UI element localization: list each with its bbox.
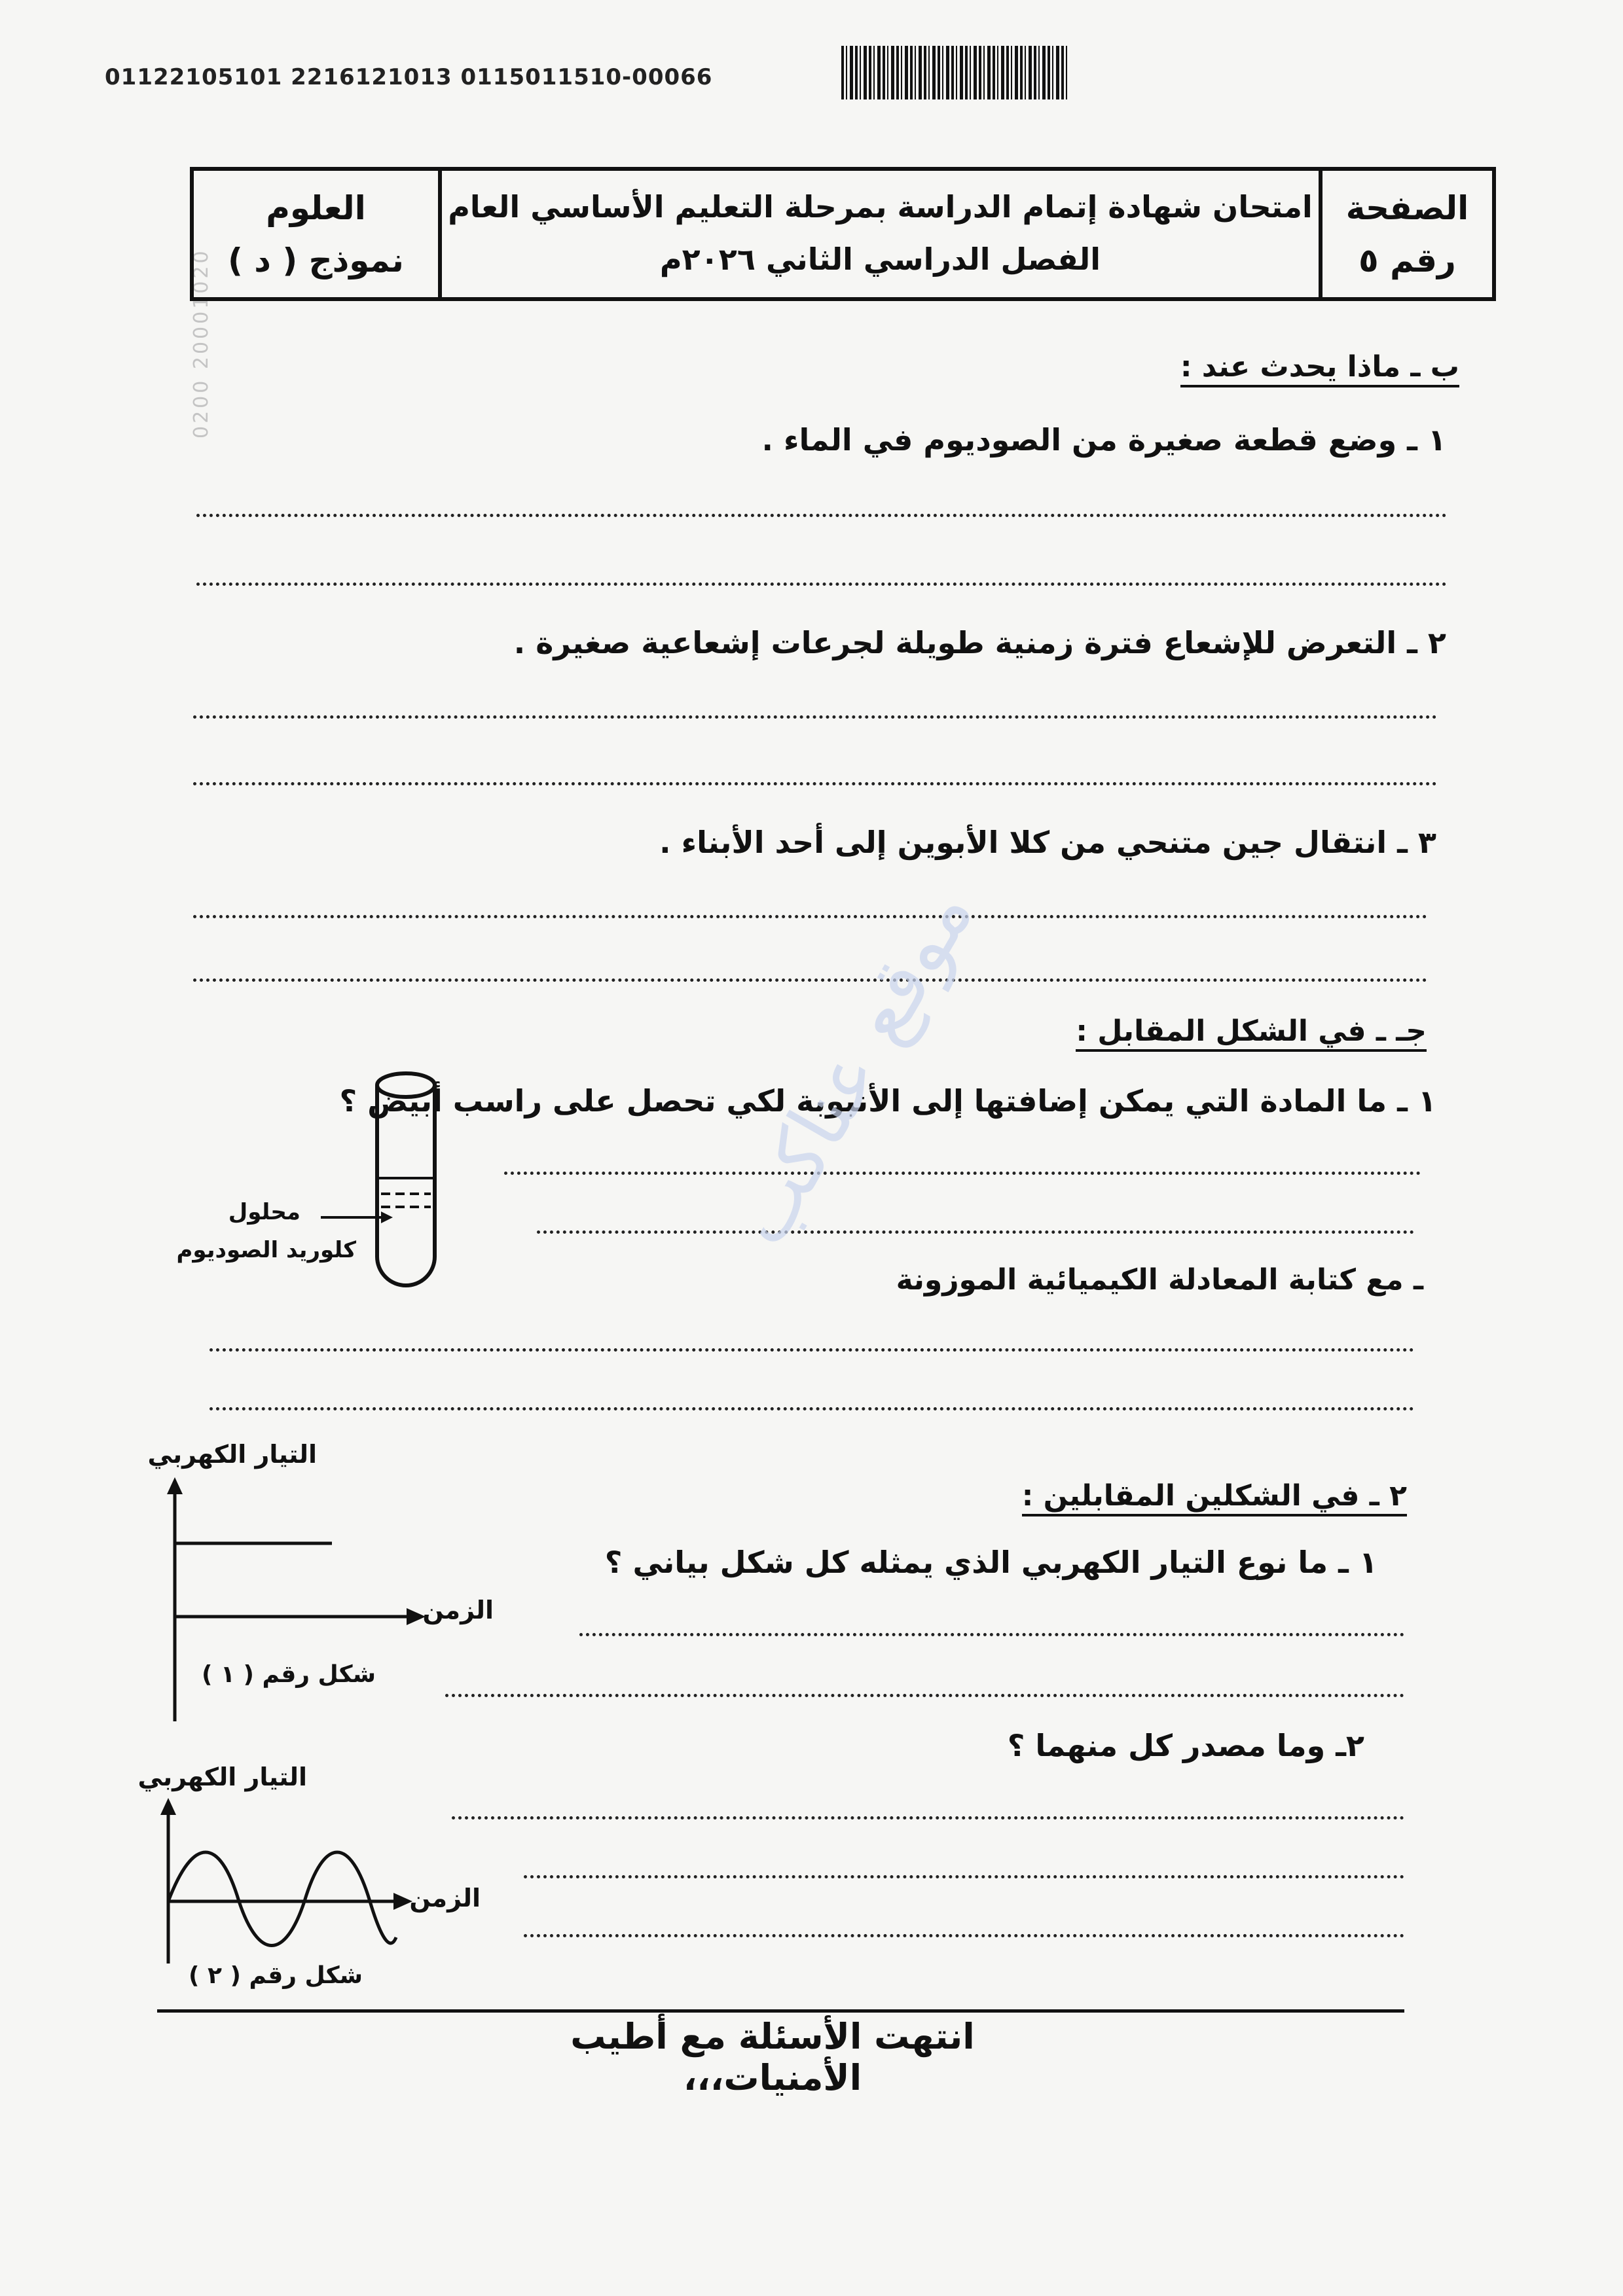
answer-line[interactable] xyxy=(196,514,1447,517)
graph1-caption: شكل رقم ( ١ ) xyxy=(201,1661,376,1688)
barcode xyxy=(841,46,1067,99)
exam-term: الفصل الدراسي الثاني ٢٠٢٦م xyxy=(659,242,1101,277)
closing-divider xyxy=(157,2009,1404,2013)
model-label: نموذج ( د ) xyxy=(228,242,404,279)
phone-numbers: 01122105101 2216121013 0115011510-00066 xyxy=(105,64,713,90)
test-tube-figure xyxy=(367,1067,445,1302)
answer-line[interactable] xyxy=(537,1230,1414,1234)
question-b2: ٢ ـ التعرض للإشعاع فترة زمنية طويلة لجرعات إشعاعية صغيرة . xyxy=(513,625,1446,660)
graph2-caption: شكل رقم ( ٢ ) xyxy=(188,1962,363,1989)
section-b-heading: ب ـ ماذا يحدث عند : xyxy=(1180,350,1459,387)
answer-line[interactable] xyxy=(504,1172,1421,1175)
subject: العلوم xyxy=(266,189,366,227)
question-b3: ٣ ـ انتقال جين متنحي من كلا الأبوين إلى أحد الأبناء . xyxy=(659,825,1436,860)
watermark: موقع عناكب xyxy=(714,872,991,1261)
closing-text: انتهت الأسئلة مع أطيب الأمنيات،،، xyxy=(570,2016,975,2098)
question-c1-equation: ـ مع كتابة المعادلة الكيميائية الموزونة xyxy=(896,1263,1423,1297)
answer-line[interactable] xyxy=(452,1816,1404,1820)
answer-line[interactable] xyxy=(445,1694,1404,1697)
graph2-ac-current xyxy=(154,1797,416,1967)
question-c1: ١ ـ ما المادة التي يمكن إضافتها إلى الأنبوبة لكي تحصل على راسب أبيض ؟ xyxy=(339,1083,1436,1119)
graph1-y-label: التيار الكهربي xyxy=(147,1440,317,1469)
graph2-x-label: الزمن xyxy=(409,1884,481,1912)
answer-line[interactable] xyxy=(524,1875,1404,1878)
answer-line[interactable] xyxy=(210,1348,1414,1352)
answer-line[interactable] xyxy=(193,978,1427,982)
tube-pointer-arrow xyxy=(321,1208,393,1227)
question-part2-2: ٢ـ وما مصدر كل منهما ؟ xyxy=(1007,1728,1364,1763)
answer-line[interactable] xyxy=(193,715,1437,719)
answer-line[interactable] xyxy=(524,1934,1404,1937)
question-part2-1: ١ ـ ما نوع التيار الكهربي الذي يمثله كل شكل بياني ؟ xyxy=(604,1545,1377,1580)
page-number-cell xyxy=(1319,171,1492,297)
graph1-x-label: الزمن xyxy=(422,1596,494,1624)
exam-title-cell xyxy=(438,171,1319,297)
exam-header xyxy=(190,167,1496,301)
graph2-y-label: التيار الكهربي xyxy=(137,1763,307,1791)
section-c-heading: جـ ـ في الشكل المقابل : xyxy=(1076,1014,1427,1052)
exam-title: امتحان شهادة إتمام الدراسة بمرحلة التعليم الأساسي العام xyxy=(448,189,1313,224)
subject-cell xyxy=(194,171,438,297)
page-number: رقم ٥ xyxy=(1359,242,1456,279)
answer-line[interactable] xyxy=(210,1407,1414,1410)
answer-line[interactable] xyxy=(196,583,1447,586)
question-b1: ١ ـ وضع قطعة صغيرة من الصوديوم في الماء . xyxy=(761,422,1446,457)
tube-label-nacl: كلوريد الصوديوم xyxy=(176,1237,356,1263)
answer-line[interactable] xyxy=(193,915,1427,918)
part2-heading: ٢ ـ في الشكلين المقابلين : xyxy=(1022,1479,1407,1516)
tube-label-solution: محلول xyxy=(228,1199,301,1225)
side-stamp: 0200 20001020 xyxy=(190,248,213,439)
answer-line[interactable] xyxy=(193,782,1437,785)
page-label: الصفحة xyxy=(1345,189,1469,227)
answer-line[interactable] xyxy=(579,1633,1404,1636)
